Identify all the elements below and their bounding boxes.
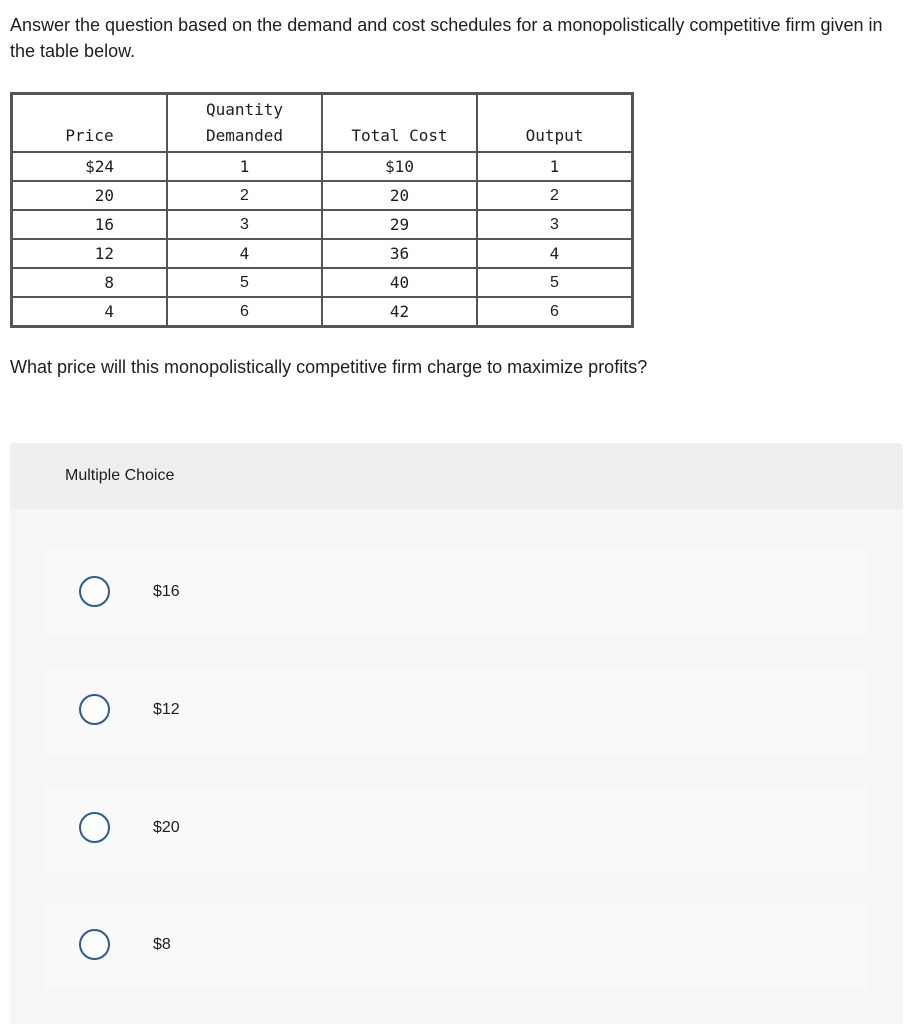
cell-price: 20 [12, 181, 167, 210]
header-price: Price [12, 94, 167, 152]
cell-total-cost: 36 [322, 239, 477, 268]
choice-label[interactable]: $12 [153, 701, 180, 718]
table-header-row [12, 94, 632, 152]
schedule-table [10, 92, 634, 328]
table-row [12, 152, 632, 181]
choice-option-20[interactable] [45, 786, 867, 873]
table-row [12, 239, 632, 268]
cell-quantity: 6 [167, 297, 322, 326]
header-total-cost: Total Cost [322, 94, 477, 152]
cell-total-cost: 20 [322, 181, 477, 210]
table-row [12, 297, 632, 326]
radio-button-icon[interactable] [79, 929, 110, 960]
choice-option-8[interactable] [45, 903, 867, 990]
cell-total-cost: $10 [322, 152, 477, 181]
cell-total-cost: 29 [322, 210, 477, 239]
cell-total-cost: 42 [322, 297, 477, 326]
table-row [12, 210, 632, 239]
cell-price: 8 [12, 268, 167, 297]
choice-label[interactable]: $8 [153, 936, 171, 953]
choice-option-16[interactable] [45, 550, 867, 637]
cell-price: 4 [12, 297, 167, 326]
radio-button-icon[interactable] [79, 576, 110, 607]
choice-label[interactable]: $16 [153, 583, 180, 600]
cell-price: 16 [12, 210, 167, 239]
cell-output: 5 [477, 268, 632, 297]
question-intro: Answer the question based on the demand and cost schedules for a monopolistically competitive firm given in the table below. [10, 15, 883, 61]
cell-quantity: 5 [167, 268, 322, 297]
cell-output: 1 [477, 152, 632, 181]
choice-label[interactable]: $20 [153, 819, 180, 836]
radio-button-icon[interactable] [79, 812, 110, 843]
cell-quantity: 2 [167, 181, 322, 210]
cell-total-cost: 40 [322, 268, 477, 297]
table-row [12, 181, 632, 210]
header-quantity-demanded: Quantity Demanded [167, 94, 322, 152]
header-output: Output [477, 94, 632, 152]
radio-button-icon[interactable] [79, 694, 110, 725]
multiple-choice-header [10, 443, 903, 509]
cell-quantity: 1 [167, 152, 322, 181]
cell-output: 6 [477, 297, 632, 326]
cell-quantity: 3 [167, 210, 322, 239]
choice-option-12[interactable] [45, 668, 867, 755]
cell-output: 3 [477, 210, 632, 239]
cell-price: 12 [12, 239, 167, 268]
table-row [12, 268, 632, 297]
multiple-choice-label: Multiple Choice [65, 467, 175, 484]
multiple-choice-panel [10, 443, 903, 1024]
cell-quantity: 4 [167, 239, 322, 268]
cell-price: $24 [12, 152, 167, 181]
cell-output: 2 [477, 181, 632, 210]
question-prompt: What price will this monopolistically competitive firm charge to maximize profits? [10, 357, 648, 377]
cell-output: 4 [477, 239, 632, 268]
